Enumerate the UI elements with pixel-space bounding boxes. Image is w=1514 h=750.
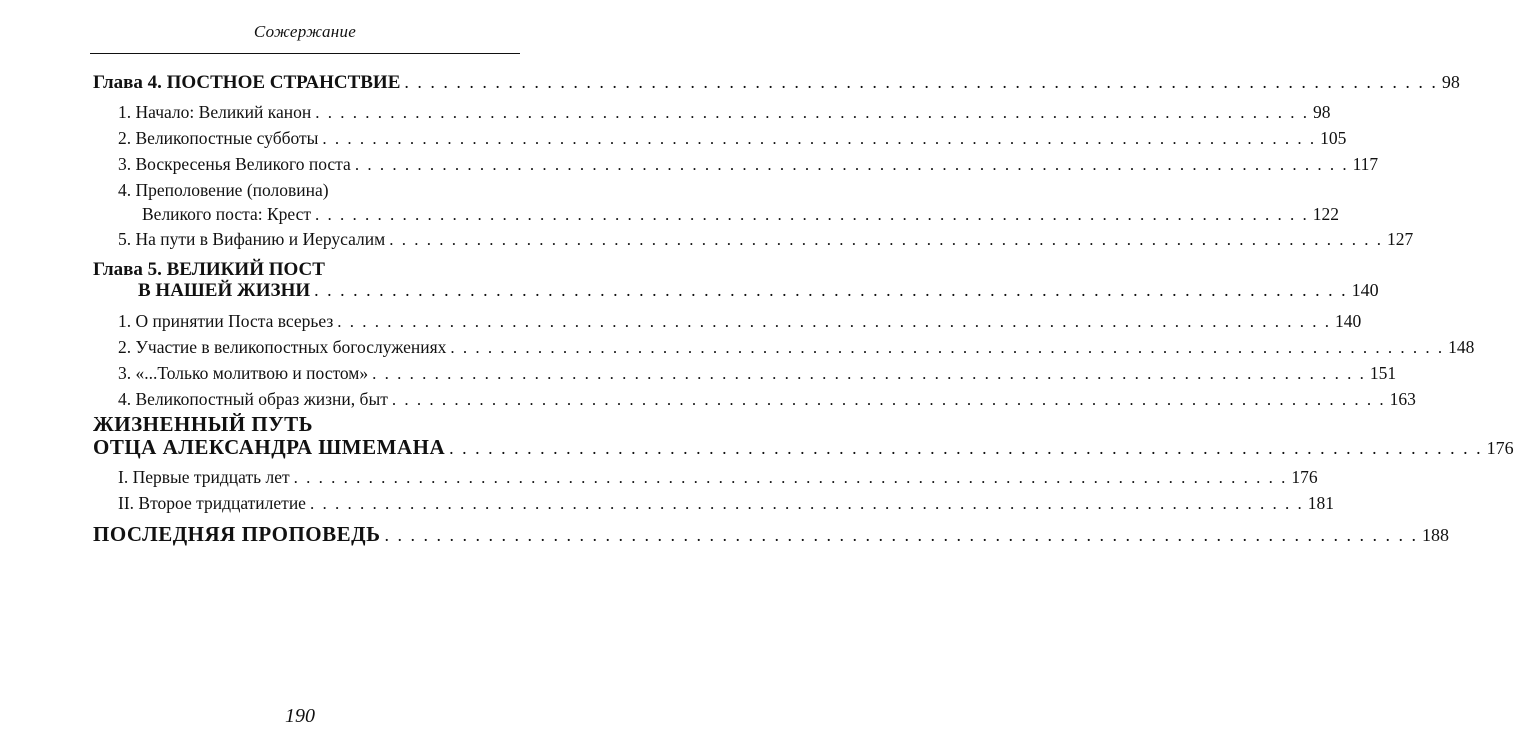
dot-leader: . . . . . . . . . . . . . . . . . . . . . . . . . . . . . . . . . . . . . . . . . . . . . . . . . . . . . . . . . . . . . . . . . . . . . . . . . . . . . . . .	[450, 338, 1445, 357]
dot-leader: . . . . . . . . . . . . . . . . . . . . . . . . . . . . . . . . . . . . . . . . . . . . . . . . . . . . . . . . . . . . . . . . . . . . . . . . . . . . . . . .	[384, 525, 1418, 545]
running-head: Сожержание	[253, 22, 357, 41]
toc-entry-title-line2: В НАШЕЙ ЖИЗНИ	[138, 280, 311, 301]
toc-page-number: 181	[1307, 493, 1334, 513]
dot-leader: . . . . . . . . . . . . . . . . . . . . . . . . . . . . . . . . . . . . . . . . . . . . . . . . . . . . . . . . . . . . . . . . . . . . . . . . . . . . . . . .	[372, 364, 1366, 383]
toc-entry-title: 1. Начало: Великий канон	[118, 102, 312, 122]
dot-leader: . . . . . . . . . . . . . . . . . . . . . . . . . . . . . . . . . . . . . . . . . . . . . . . . . . . . . . . . . . . . . . . . . . . . . . . . . . . . . . . .	[449, 438, 1483, 458]
toc-page-number: 140	[1351, 280, 1379, 300]
toc-page-number: 117	[1352, 154, 1379, 174]
dot-leader: . . . . . . . . . . . . . . . . . . . . . . . . . . . . . . . . . . . . . . . . . . . . . . . . . . . . . . . . . . . . . . . . . . . . . . . . . . . . . . . .	[354, 155, 1349, 174]
toc-page-number: 148	[1448, 337, 1475, 357]
toc-item[interactable]	[142, 204, 1339, 230]
toc-page-number: 188	[1421, 525, 1449, 545]
toc-entry-title: ПОСЛЕДНЯЯ ПРОПОВЕДЬ	[93, 522, 381, 546]
toc-item[interactable]	[118, 337, 1475, 363]
toc-page-number: 151	[1369, 363, 1397, 383]
dot-leader: . . . . . . . . . . . . . . . . . . . . . . . . . . . . . . . . . . . . . . . . . . . . . . . . . . . . . . . . . . . . . . . . . . . . . . . . . . . . . . . .	[322, 129, 1317, 148]
dot-leader: . . . . . . . . . . . . . . . . . . . . . . . . . . . . . . . . . . . . . . . . . . . . . . . . . . . . . . . . . . . . . . . . . . . . . . . . . . . . . . . .	[314, 280, 1348, 300]
toc-entry-title: 2. Участие в великопостных богослужениях	[118, 337, 447, 357]
dot-leader: . . . . . . . . . . . . . . . . . . . . . . . . . . . . . . . . . . . . . . . . . . . . . . . . . . . . . . . . . . . . . . . . . . . . . . . . . . . . . . . .	[315, 205, 1309, 224]
toc-item[interactable]	[118, 363, 1397, 389]
dot-leader: . . . . . . . . . . . . . . . . . . . . . . . . . . . . . . . . . . . . . . . . . . . . . . . . . . . . . . . . . . . . . . . . . . . . . . . . . . . . . . . .	[309, 494, 1304, 513]
toc-entry-title-line2: Великого поста: Крест	[142, 204, 311, 224]
toc-page-number: 98	[1441, 72, 1460, 92]
toc-entry-title-line2: ОТЦА АЛЕКСАНДРА ШМЕМАНА	[93, 435, 446, 459]
toc-item[interactable]	[118, 229, 1414, 255]
toc-page-number: 105	[1320, 128, 1347, 148]
toc-last-sermon[interactable]	[93, 522, 1449, 548]
dot-leader: . . . . . . . . . . . . . . . . . . . . . . . . . . . . . . . . . . . . . . . . . . . . . . . . . . . . . . . . . . . . . . . . . . . . . . . . . . . . . . . .	[293, 468, 1288, 487]
toc-page-number: 122	[1312, 204, 1339, 224]
toc-page-number: 163	[1389, 389, 1416, 409]
toc-entry-title: 5. На пути в Вифанию и Иерусалим	[118, 229, 386, 249]
toc-entry-title: 3. «...Только молитвою и постом»	[118, 363, 369, 383]
toc-entry-title: I. Первые тридцать лет	[118, 467, 290, 487]
toc-entry-title: 4. Великопостный образ жизни, быт	[118, 389, 388, 409]
toc-page-number: 127	[1386, 229, 1414, 249]
dot-leader: . . . . . . . . . . . . . . . . . . . . . . . . . . . . . . . . . . . . . . . . . . . . . . . . . . . . . . . . . . . . . . . . . . . . . . . . . . . . . . . .	[391, 390, 1386, 409]
toc-entry-title: II. Второе тридцатилетие	[118, 493, 306, 513]
toc-entry-title: Глава 4. ПОСТНОЕ СТРАНСТВИЕ	[93, 72, 401, 93]
toc-item[interactable]	[118, 493, 1334, 519]
toc-chapter-5-line1[interactable]: Глава 5. ВЕЛИКИЙ ПОСТ	[93, 259, 325, 280]
toc-page-number: 176	[1486, 438, 1514, 458]
toc-item[interactable]	[118, 311, 1362, 337]
toc-page-number: 98	[1313, 102, 1331, 122]
dot-leader: . . . . . . . . . . . . . . . . . . . . . . . . . . . . . . . . . . . . . . . . . . . . . . . . . . . . . . . . . . . . . . . . . . . . . . . . . . . . . . . .	[337, 312, 1332, 331]
toc-biography[interactable]	[93, 435, 1514, 461]
toc-entry-title: 3. Воскресенья Великого поста	[118, 154, 351, 174]
toc-chapter-5[interactable]	[138, 280, 1379, 306]
toc-item[interactable]	[118, 102, 1331, 128]
toc-entry-title-line1[interactable]: 4. Преполовение (половина)	[118, 180, 329, 200]
page-number: 190	[285, 705, 315, 727]
toc-item[interactable]	[118, 154, 1379, 180]
toc-page-number: 176	[1291, 467, 1318, 487]
toc-page-number: 140	[1335, 311, 1362, 331]
toc-entry-title: 1. О принятии Поста всерьез	[118, 311, 334, 331]
toc-entry-title: 2. Великопостные субботы	[118, 128, 319, 148]
dot-leader: . . . . . . . . . . . . . . . . . . . . . . . . . . . . . . . . . . . . . . . . . . . . . . . . . . . . . . . . . . . . . . . . . . . . . . . . . . . . . . . .	[389, 230, 1383, 249]
dot-leader: . . . . . . . . . . . . . . . . . . . . . . . . . . . . . . . . . . . . . . . . . . . . . . . . . . . . . . . . . . . . . . . . . . . . . . . . . . . . . . . .	[404, 72, 1438, 92]
toc-item[interactable]	[118, 467, 1318, 493]
toc-biography-line1[interactable]: ЖИЗНЕННЫЙ ПУТЬ	[93, 412, 314, 436]
toc-chapter-4[interactable]	[93, 72, 1460, 98]
toc-item[interactable]	[118, 128, 1347, 154]
dot-leader: . . . . . . . . . . . . . . . . . . . . . . . . . . . . . . . . . . . . . . . . . . . . . . . . . . . . . . . . . . . . . . . . . . . . . . . . . . . . . . . .	[315, 103, 1310, 122]
